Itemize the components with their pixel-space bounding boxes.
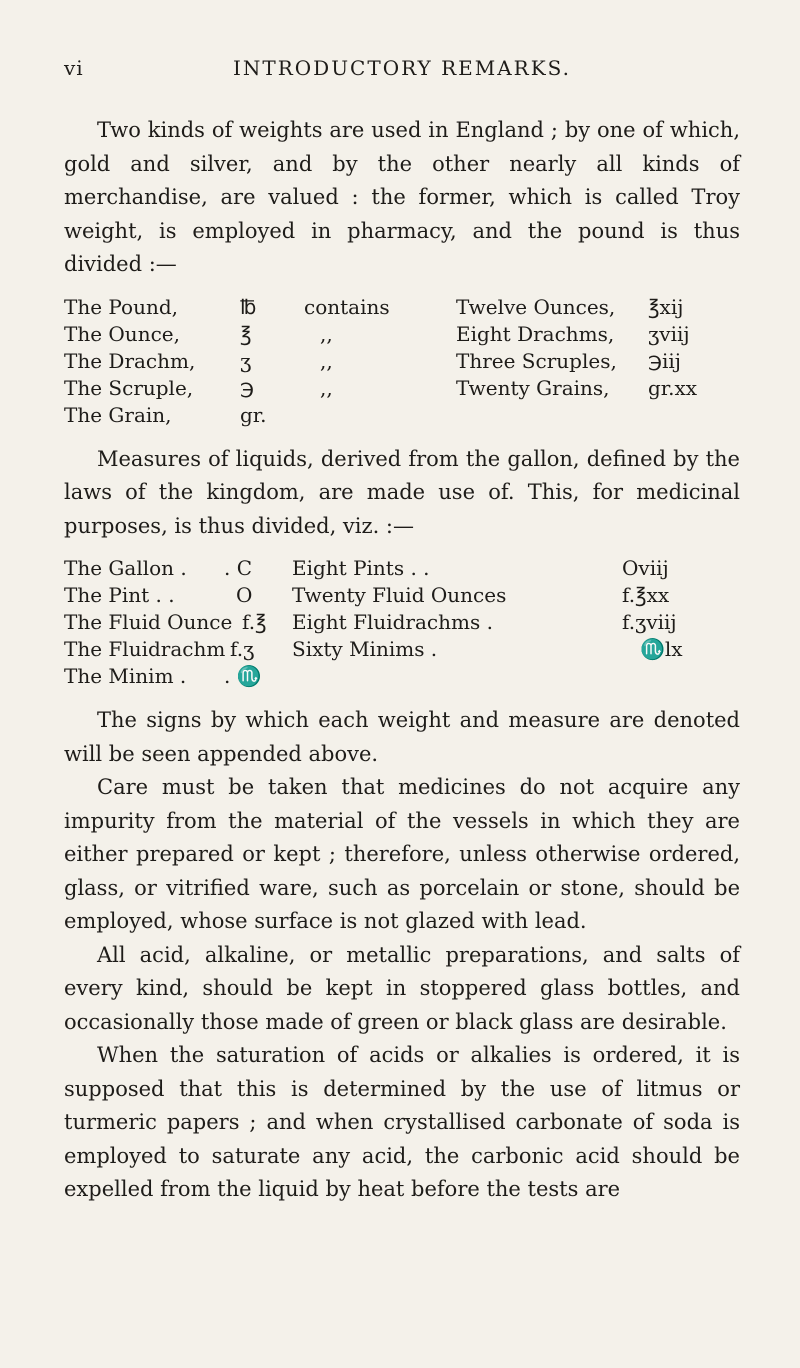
weights-row bbox=[64, 375, 740, 402]
weight-sign: ℈ bbox=[240, 375, 254, 400]
measures-row bbox=[64, 663, 740, 690]
measures-table bbox=[64, 555, 740, 690]
measure-name: The Gallon . bbox=[64, 556, 187, 580]
measure-sign: O bbox=[236, 583, 253, 607]
measure-equivalent: Eight Pints . . bbox=[292, 556, 430, 580]
weight-name: The Ounce, bbox=[64, 321, 180, 346]
paragraph-signs: The signs by which each weight and measure are denoted will be seen appended above. bbox=[64, 708, 740, 766]
weight-verb: contains bbox=[304, 294, 390, 319]
paragraph-vessels: Care must be taken that medicines do not acquire any impurity from the material of the vessels in which they are either prepared or kept ; therefore, unless otherwise ordered, glass, or vitrified ware, such as porcelain or stone, should be employed, whose surface is not glazed with lead. bbox=[64, 775, 740, 933]
measure-equivalent-sign: ♏lx bbox=[640, 637, 683, 661]
weights-row bbox=[64, 321, 740, 348]
measure-equivalent: Sixty Minims . bbox=[292, 637, 438, 661]
weight-equivalent-sign: gr.xx bbox=[648, 375, 698, 400]
paragraph-saturation: When the saturation of acids or alkalies is ordered, it is supposed that this is determined by the use of litmus or turmeric papers ; and when crystallised carbonate of soda is employed to saturate any acid, the carbonic acid should be expelled from the liquid by heat before the tests are bbox=[64, 1043, 740, 1201]
measure-sign: f.ʒ bbox=[230, 637, 255, 661]
weight-verb: ,, bbox=[320, 321, 333, 346]
weight-name: The Drachm, bbox=[64, 348, 196, 373]
measure-name: The Fluid Ounce bbox=[64, 610, 233, 634]
measure-equivalent-sign: f.ʒviij bbox=[622, 610, 677, 634]
weight-sign: gr. bbox=[240, 402, 267, 427]
running-header bbox=[64, 56, 740, 80]
weights-row bbox=[64, 402, 740, 429]
weight-equivalent-sign: ℈iij bbox=[648, 348, 681, 373]
measure-equivalent: Twenty Fluid Ounces bbox=[292, 583, 507, 607]
measures-row bbox=[64, 582, 740, 609]
paragraph-troy-weight: Two kinds of weights are used in England ; by one of which, gold and silver, and by the other nearly all kinds of merchandise, are valued : the former, which is called Troy weight, is employed in pharmacy, and the pound is thus divided :— bbox=[64, 118, 740, 276]
measure-name: The Minim . bbox=[64, 664, 187, 688]
measure-name: The Pint . . bbox=[64, 583, 175, 607]
weights-row bbox=[64, 348, 740, 375]
running-title: INTRODUCTORY REMARKS. bbox=[232, 56, 572, 80]
weight-equivalent: Three Scruples, bbox=[456, 348, 617, 373]
measure-name: The Fluidrachm bbox=[64, 637, 226, 661]
measure-equivalent-sign: Oviij bbox=[622, 556, 669, 580]
weight-equivalent: Twenty Grains, bbox=[456, 375, 610, 400]
page-number: vi bbox=[64, 56, 84, 80]
page-body bbox=[64, 114, 740, 1207]
measure-equivalent: Eight Fluidrachms . bbox=[292, 610, 493, 634]
weight-verb: ,, bbox=[320, 375, 333, 400]
weight-verb: ,, bbox=[320, 348, 333, 373]
weight-equivalent-sign: ℥xij bbox=[648, 294, 684, 319]
measure-equivalent-sign: f.℥xx bbox=[622, 583, 670, 607]
weight-name: The Pound, bbox=[64, 294, 179, 319]
paragraph-liquid-measures: Measures of liquids, derived from the gallon, defined by the laws of the kingdom, are made use of. This, for medicinal purposes, is thus divided, viz. :— bbox=[64, 446, 740, 538]
weights-table bbox=[64, 294, 740, 429]
weight-name: The Grain, bbox=[64, 402, 172, 427]
weights-row bbox=[64, 294, 740, 321]
measures-row bbox=[64, 636, 740, 663]
measure-sign: f.℥ bbox=[242, 610, 267, 634]
weight-name: The Scruple, bbox=[64, 375, 194, 400]
measure-sign: . ♏ bbox=[224, 664, 262, 688]
weight-sign: ʒ bbox=[240, 348, 252, 373]
measures-row bbox=[64, 609, 740, 636]
measures-row bbox=[64, 555, 740, 582]
paragraph-bottles: All acid, alkaline, or metallic preparations, and salts of every kind, should be kept in stoppered glass bottles, and occasionally those made of green or black glass are desirable. bbox=[64, 942, 740, 1034]
measure-sign: . C bbox=[224, 556, 253, 580]
weight-equivalent-sign: ʒviij bbox=[648, 321, 690, 346]
weight-sign: ℥ bbox=[240, 321, 252, 346]
weight-sign: ℔ bbox=[240, 294, 257, 319]
weight-equivalent: Twelve Ounces, bbox=[456, 294, 616, 319]
weight-equivalent: Eight Drachms, bbox=[456, 321, 615, 346]
